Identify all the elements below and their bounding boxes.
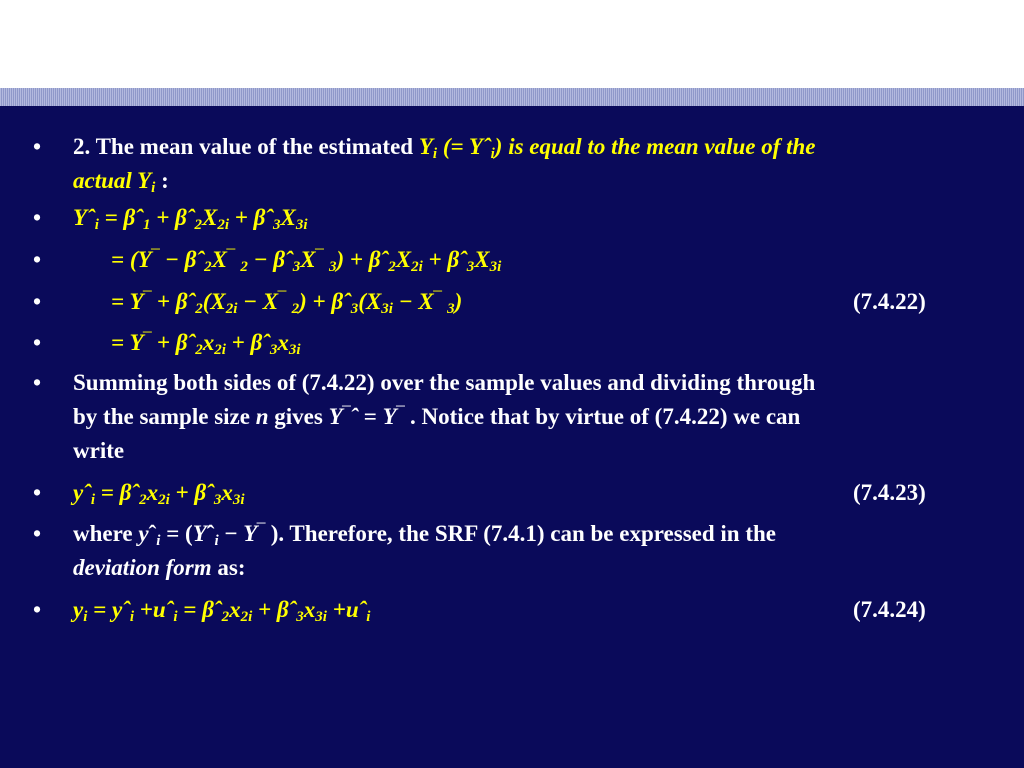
inline-formula: actual $Y_i$ — [73, 168, 156, 196]
bullet-icon: • — [33, 597, 42, 622]
equation-line: Yˆ$_i$ = βˆ$_1$ + $\beta ˆ_2X_{2i}$ + $\beta ˆ_3X_{3i}$ — [73, 205, 308, 233]
inline-formula: $Y_i$ (= Yˆ$_i$) is equal to the mean value of the — [418, 134, 816, 162]
slide-body — [0, 106, 1024, 768]
paragraph-text: Summing both sides of (7.4.22) over the sample values and dividing through — [73, 370, 816, 395]
bullet-icon: • — [33, 289, 42, 314]
paragraph-line: by the sample size n gives Y‾ˆ = Y‾ . Notice that by virtue of (7.4.22) we can — [73, 404, 801, 429]
equation-number: (7.4.23) — [853, 480, 926, 505]
bullet-icon: • — [33, 480, 42, 505]
bullet-icon: • — [33, 521, 42, 546]
equation-line: = Y‾ + $\beta ˆ_2x_{2i}$ + $\beta ˆ_3x_{3i}$ — [111, 330, 301, 358]
paragraph-text: write — [73, 438, 125, 463]
bullet-icon: • — [33, 205, 42, 230]
equation-line: = (Y‾ − βˆ$_2$X‾ $_2$ − βˆ$_3$X‾ $_3) + \beta ˆ_2X_{2i}$ + $\beta ˆ_3X_{3i}$ — [111, 247, 502, 275]
equation-number: (7.4.22) — [853, 289, 926, 314]
decorative-stripe-bar — [0, 88, 1024, 106]
equation-number: (7.4.24) — [853, 597, 926, 622]
paragraph-line — [73, 366, 994, 400]
bullet-icon: • — [33, 330, 42, 355]
paragraph-line — [73, 434, 994, 468]
colon-text: : — [155, 168, 169, 193]
bullet-text — [73, 130, 994, 164]
top-white-band — [0, 0, 1024, 88]
bullet-text — [73, 164, 994, 198]
plain-text: 2. The mean value of the estimated — [73, 134, 419, 159]
paragraph-line: where yˆ$_i$ = (Yˆ$_i$ − Y‾ ). Therefore, the SRF (7.4.1) can be expressed in the — [73, 521, 777, 549]
equation-line: yˆ$_i$ = $\beta ˆ_2x_{2i}$ + $\beta ˆ_3x_{3i}$ — [73, 480, 245, 508]
bullet-icon: • — [33, 247, 42, 272]
paragraph-line: deviation form as: — [73, 555, 246, 580]
equation-line: $y_i$ = yˆ$_i$ +uˆ$_i$ = $\beta ˆ_2x_{2i}$ + $\beta ˆ_3x_{3i}$ +uˆ$_i$ — [73, 597, 371, 625]
bullet-icon: • — [33, 134, 42, 159]
bullet-icon: • — [33, 370, 42, 395]
equation-line: = Y‾ + $\beta ˆ_2(X_{2i}$ − X‾ $_2) + \beta ˆ_3(X_{3i}$ − X‾ $_3$) — [111, 289, 463, 317]
